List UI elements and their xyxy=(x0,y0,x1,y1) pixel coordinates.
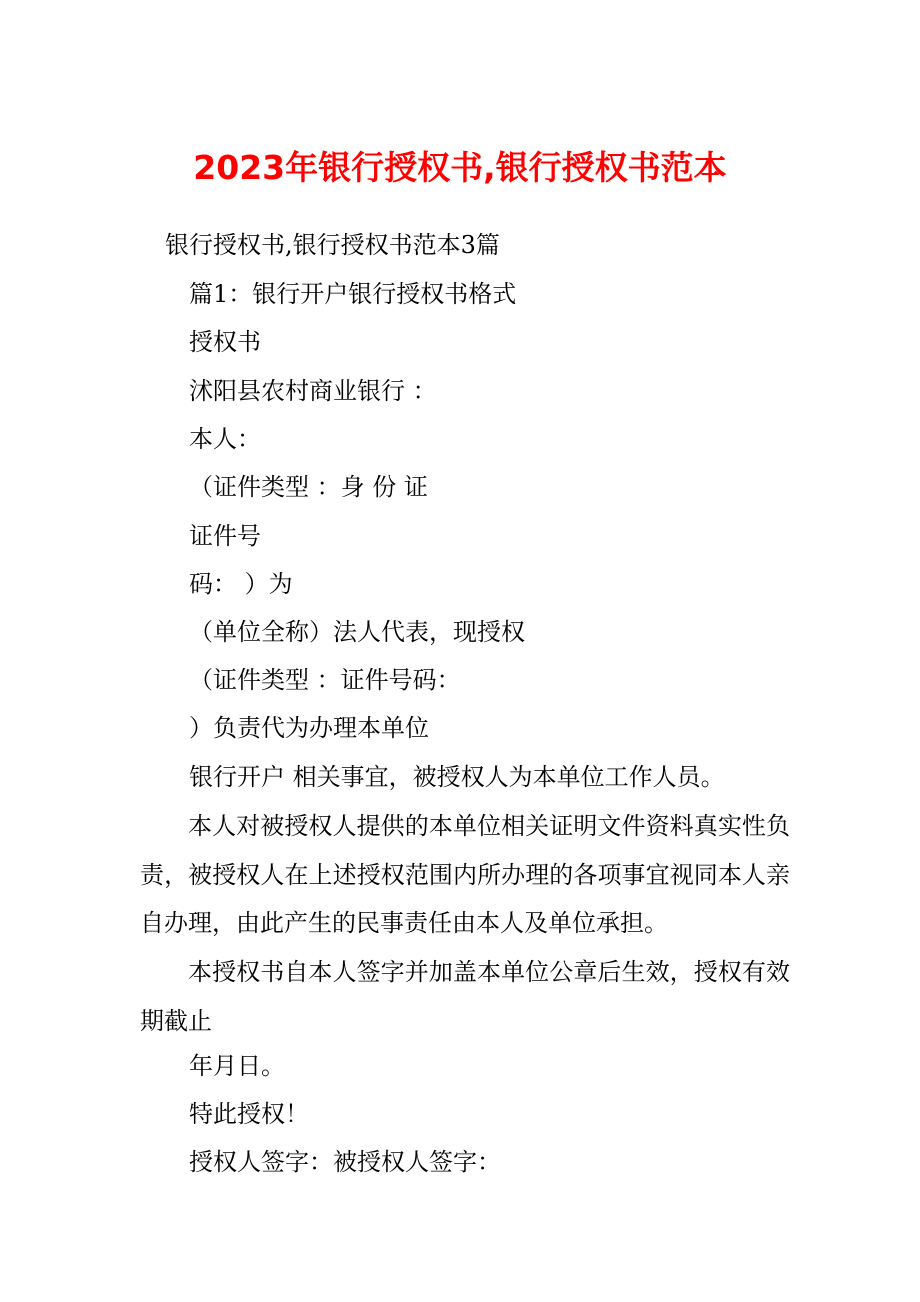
document-title: 2023年银行授权书,银行授权书范本 xyxy=(193,148,727,187)
grantor-line: 本人： xyxy=(189,425,261,453)
letter-heading: 授权书 xyxy=(189,328,261,356)
account-opening-line: 银行开户 相关事宜，被授权人为本单位工作人员。 xyxy=(189,763,725,791)
liability-paragraph: 本人对被授权人提供的本单位相关证明文件资料真实性负责，被授权人在上述授权范围内所办理的各项事宜视同本人亲自办理，由此产生的民事责任由本人及单位承担。 xyxy=(140,812,790,937)
id-number-line: 证件号 xyxy=(189,522,261,550)
responsibility-line: ）负责代为办理本单位 xyxy=(189,714,429,742)
id-number-continued-line: 码： ）为 xyxy=(189,570,293,598)
section-heading: 篇1：银行开户银行授权书格式 xyxy=(189,280,517,308)
recipient-line: 沭阳县农村商业银行 ： xyxy=(189,377,437,405)
legal-rep-line: （单位全称）法人代表，现授权 xyxy=(189,618,525,646)
grantee-id-line: （证件类型 ：证件号码： xyxy=(189,666,461,694)
closing-line: 特此授权！ xyxy=(189,1100,309,1128)
date-line: 年月日。 xyxy=(189,1052,285,1080)
validity-paragraph: 本授权书自本人签字并加盖本单位公章后生效，授权有效期截止 xyxy=(140,958,790,1035)
id-type-line: （证件类型 ：身 份 证 xyxy=(189,473,428,501)
intro-line: 银行授权书,银行授权书范本3篇 xyxy=(165,231,500,259)
signature-line: 授权人签字：被授权人签字： xyxy=(189,1148,501,1176)
